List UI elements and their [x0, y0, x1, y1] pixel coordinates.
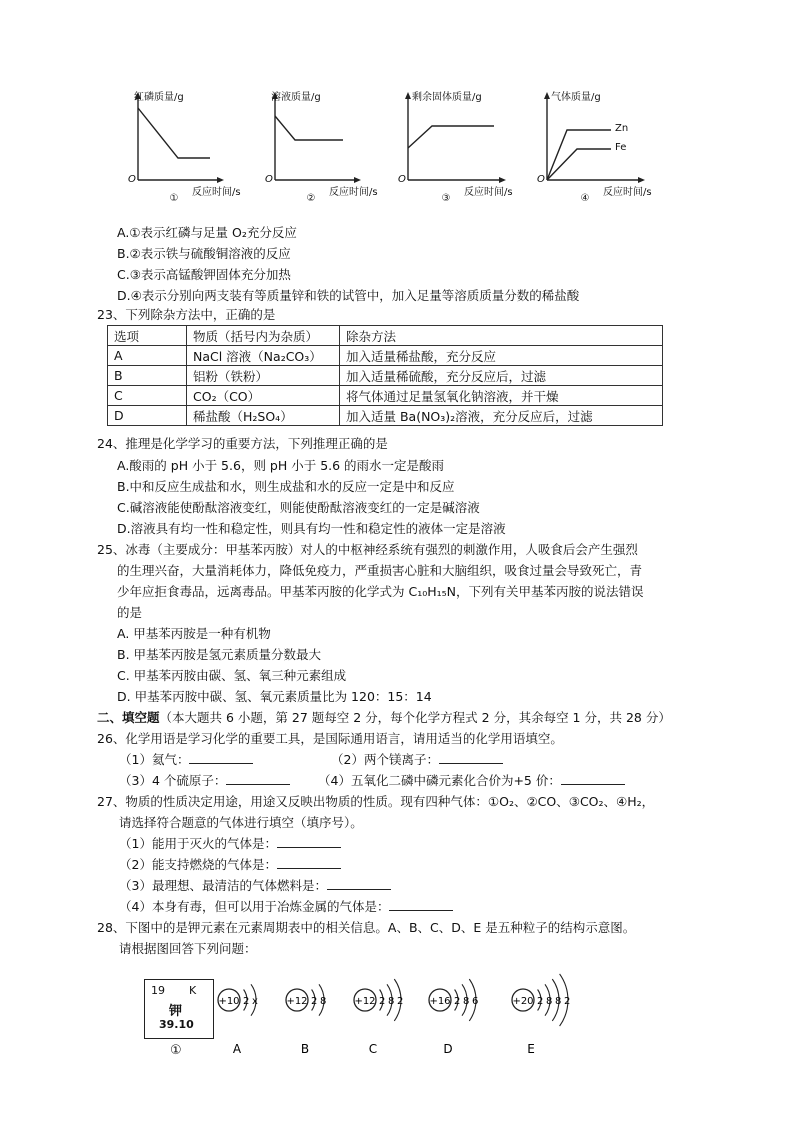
table-header-cell: 物质（括号内为杂质）: [187, 326, 340, 346]
table-header-cell: 除杂方法: [340, 326, 663, 346]
graph-2-ylabel: 溶液质量/g: [271, 92, 321, 103]
q22-option-b: B.②表示铁与硫酸铜溶液的反应: [117, 246, 291, 261]
atom-nucleus-charge: +12: [354, 996, 376, 1007]
graph-4-number: ④: [580, 193, 590, 204]
graph-1-origin: O: [128, 174, 136, 185]
q27-item-4-label: （4）本身有毒，但可以用于冶炼金属的气体是：: [119, 899, 390, 914]
graph-4-series-zn: Zn: [615, 123, 629, 134]
atom-shell-electrons: 6: [472, 996, 479, 1007]
atom-shell-electrons: 8: [463, 996, 470, 1007]
q27-stem-line-1: 27、物质的性质决定用途，用途又反映出物质的性质。现有四种气体：①O₂、②CO、③CO₂、④H₂，: [97, 794, 655, 809]
table-cell: C: [108, 386, 187, 406]
q25-stem-line-2: 的生理兴奋，大量消耗体力，降低免疫力，严重损害心脏和大脑组织，吸食过量会导致死亡，青: [117, 563, 643, 578]
atom-label: E: [527, 1042, 535, 1056]
table-cell: 加入适量 Ba(NO₃)₂溶液，充分反应后，过滤: [340, 406, 663, 426]
q25-option-b: B. 甲基苯丙胺是氢元素质量分数最大: [117, 647, 322, 662]
q25-stem-line-4: 的是: [117, 605, 143, 620]
q25-stem-line-1: 25、冰毒（主要成分：甲基苯丙胺）对人的中枢神经系统有强烈的刺激作用，人吸食后会产生强烈: [97, 542, 638, 557]
table-cell: 稀盐酸（H₂SO₄）: [187, 406, 340, 426]
graph-4-curve-zn: [547, 130, 611, 180]
atom-shell-electrons: 2: [243, 996, 250, 1007]
q26-item-1-label: （1）氦气：: [119, 752, 190, 767]
table-cell: D: [108, 406, 187, 426]
element-atomic-number: 19: [151, 984, 165, 997]
q25-option-a: A. 甲基苯丙胺是一种有机物: [117, 626, 271, 641]
table-header-row: [108, 326, 663, 346]
q22-option-d: D.④表示分别向两支装有等质量锌和铁的试管中，加入足量等溶质质量分数的稀盐酸: [117, 288, 580, 303]
table-cell: 加入适量稀盐酸，充分反应: [340, 346, 663, 366]
element-label: ①: [170, 1043, 182, 1058]
graph-1-curve: [138, 108, 210, 158]
atom-label: D: [443, 1042, 453, 1056]
graph-3-number: ③: [441, 193, 451, 204]
table-cell: CO₂（CO）: [187, 386, 340, 406]
atom-nucleus-charge: +12: [286, 996, 308, 1007]
atom-d: [429, 979, 478, 1056]
graph-4-curve-fe: [547, 149, 611, 180]
atom-nucleus-charge: +16: [429, 996, 451, 1007]
atom-shell-electrons: 2: [379, 996, 386, 1007]
atom-nucleus-charge: +10: [218, 996, 240, 1007]
graph-2-number: ②: [306, 193, 316, 204]
table-cell: NaCl 溶液（Na₂CO₃）: [187, 346, 340, 366]
q27-stem-line-2: 请选择符合题意的气体进行填空（填序号）。: [119, 815, 363, 830]
atom-label: B: [300, 1042, 310, 1056]
graph-1-number: ①: [169, 193, 179, 204]
q24-option-b: B.中和反应生成盐和水，则生成盐和水的反应一定是中和反应: [117, 479, 455, 494]
q24-option-a: A.酸雨的 pH 小于 5.6，则 pH 小于 5.6 的雨水一定是酸雨: [117, 458, 445, 473]
table-header-cell: 选项: [108, 326, 187, 346]
q28-stem-line-2: 请根据图回答下列问题：: [119, 941, 257, 956]
table-row: [108, 366, 663, 386]
q26-item-4: [318, 772, 625, 790]
atom-b: [286, 984, 326, 1056]
element-name: 钾: [169, 1004, 183, 1019]
atom-shell-electrons: 8: [546, 996, 553, 1007]
graph-1-ylabel: 红磷质量/g: [134, 92, 184, 103]
atom-shell-electrons: 2: [537, 996, 544, 1007]
q26-answer-4-blank[interactable]: [561, 772, 625, 785]
atom-shell-electrons: 8: [388, 996, 395, 1007]
q26-item-3-label: （3）4 个硫原子：: [119, 773, 227, 788]
atom-shell-electrons: 2: [311, 996, 318, 1007]
atom-shell-electrons: 8: [555, 996, 562, 1007]
graph-3: [398, 88, 533, 208]
q26-item-2-label: （2）两个镁离子：: [331, 752, 439, 767]
q27-answer-3-blank[interactable]: [327, 877, 391, 890]
q26-answer-2-blank[interactable]: [439, 751, 503, 764]
table-row: [108, 406, 663, 426]
atom-a: [218, 984, 258, 1056]
graph-4-series-fe: Fe: [615, 142, 627, 153]
q26-item-3: [119, 772, 290, 790]
graph-2: [265, 88, 400, 208]
q25-option-d: D. 甲基苯丙胺中碳、氢、氧元素质量比为 120：15：14: [117, 689, 432, 704]
q26-item-4-label: （4）五氧化二磷中磷元素化合价为+5 价：: [318, 773, 561, 788]
atom-shell-electrons: 2: [454, 996, 461, 1007]
element-symbol: K: [189, 984, 197, 997]
q24-stem: 24、推理是化学学习的重要方法，下列推理正确的是: [97, 436, 388, 451]
q27-answer-2-blank[interactable]: [277, 856, 341, 869]
atom-diagrams: [0, 965, 794, 1065]
q23-table: [107, 325, 663, 426]
graph-2-xlabel: 反应时间/s: [329, 187, 378, 198]
table-row: [108, 386, 663, 406]
q23-stem: 23、下列除杂方法中，正确的是: [97, 307, 276, 322]
q27-item-3: [119, 877, 391, 895]
atom-nucleus-charge: +20: [512, 996, 534, 1007]
graph-4-ylabel: 气体质量/g: [551, 92, 601, 103]
table-cell: 加入适量稀硫酸，充分反应后，过滤: [340, 366, 663, 386]
table-cell: 铝粉（铁粉）: [187, 366, 340, 386]
q25-option-c: C. 甲基苯丙胺由碳、氢、氧三种元素组成: [117, 668, 347, 683]
table-row: [108, 346, 663, 366]
q27-item-1: [119, 835, 341, 853]
q28-stem-line-1: 28、下图中的是钾元素在元素周期表中的相关信息。A、B、C、D、E 是五种粒子的结构示意图。: [97, 920, 636, 935]
graph-3-xlabel: 反应时间/s: [464, 187, 513, 198]
table-cell: 将气体通过足量氢氧化钠溶液，并干燥: [340, 386, 663, 406]
q26-answer-3-blank[interactable]: [226, 772, 290, 785]
graph-3-curve: [408, 126, 494, 148]
q27-item-1-label: （1）能用于灭火的气体是：: [119, 836, 277, 851]
q26-stem: 26、化学用语是学习化学的重要工具，是国际通用语言，请用适当的化学用语填空。: [97, 731, 563, 746]
section-2-heading: 二、填空题: [97, 710, 160, 725]
q27-item-4: [119, 898, 453, 916]
q26-item-2: [331, 751, 503, 769]
q26-answer-1-blank[interactable]: [189, 751, 253, 764]
graph-2-curve: [275, 116, 343, 140]
table-cell: A: [108, 346, 187, 366]
q27-item-3-label: （3）最理想、最清洁的气体燃料是：: [119, 878, 327, 893]
graph-4-origin: O: [537, 174, 545, 185]
graph-3-ylabel: 剩余固体质量/g: [412, 92, 482, 103]
q24-option-d: D.溶液具有均一性和稳定性，则具有均一性和稳定性的液体一定是溶液: [117, 521, 506, 536]
q22-option-a: A.①表示红磷与足量 O₂充分反应: [117, 225, 297, 240]
atom-label: A: [232, 1042, 242, 1056]
graph-3-origin: O: [398, 174, 406, 185]
atom-shell-electrons: 2: [564, 996, 571, 1007]
table-cell: B: [108, 366, 187, 386]
q26-item-1: [119, 751, 253, 769]
atom-shell-electrons: 8: [320, 996, 327, 1007]
q24-option-c: C.碱溶液能使酚酞溶液变红，则能使酚酞溶液变红的一定是碱溶液: [117, 500, 480, 515]
graph-1: [128, 88, 263, 208]
q27-answer-1-blank[interactable]: [277, 835, 341, 848]
section-2-title: [97, 709, 671, 727]
atom-shell-electrons: x: [252, 996, 258, 1007]
graph-2-origin: O: [265, 174, 273, 185]
q25-stem-line-3: 少年应拒食毒品，远离毒品。甲基苯丙胺的化学式为 C₁₀H₁₅N，下列有关甲基苯丙胺的说法错误: [117, 584, 644, 599]
graph-1-xlabel: 反应时间/s: [192, 187, 241, 198]
atom-label: C: [368, 1042, 378, 1056]
atom-e: [512, 974, 570, 1056]
q27-item-2: [119, 856, 341, 874]
q22-option-c: C.③表示高锰酸钾固体充分加热: [117, 267, 291, 282]
q27-answer-4-blank[interactable]: [389, 898, 453, 911]
q27-item-2-label: （2）能支持燃烧的气体是：: [119, 857, 277, 872]
section-2-note: （本大题共 6 小题，第 27 题每空 2 分，每个化学方程式 2 分，其余每空 1 分，共 28 分）: [159, 710, 671, 725]
graph-4-xlabel: 反应时间/s: [603, 187, 652, 198]
atom-c: [354, 979, 403, 1056]
graph-4: [537, 88, 672, 208]
atom-shell-electrons: 2: [397, 996, 404, 1007]
element-mass: 39.10: [159, 1018, 194, 1031]
